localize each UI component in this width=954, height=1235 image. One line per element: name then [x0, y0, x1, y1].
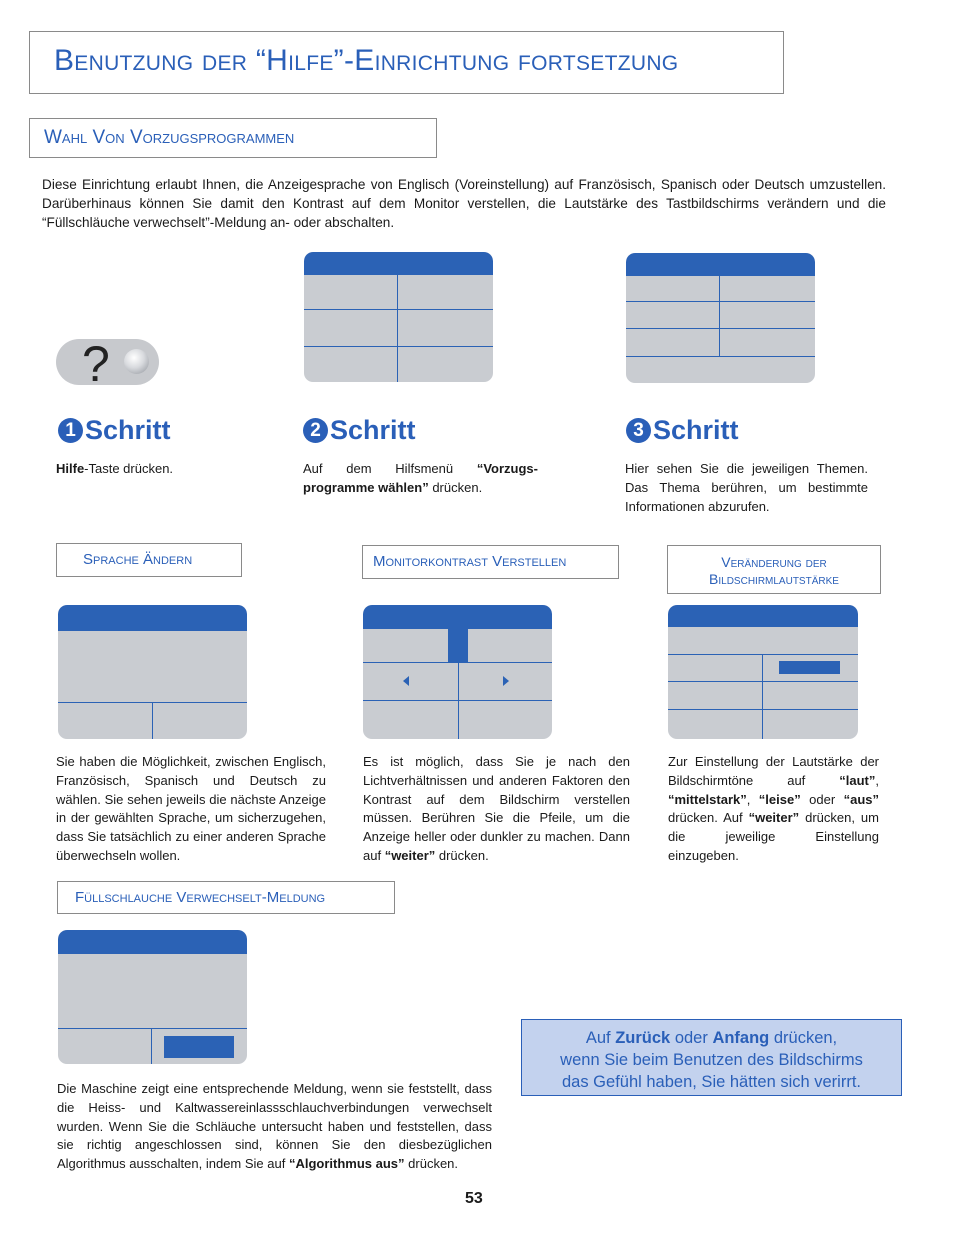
step-1-bold: Hilfe [56, 461, 85, 476]
volume-selected-bar [779, 661, 840, 674]
fuellschlauch-text-pre: Die Maschine zeigt eine entsprechende Meldung, wenn sie feststellt, dass die Heiss- und Kaltwassereinlassschlauchverbindungen verwechselt wurden. Wenn Sie die Schläuche untersucht haben und feststellen, dass sie richtig angeschlossen sind, können Sie den diesbezüglichen Algorithmus ausschalten, indem Sie auf [57, 1081, 492, 1172]
lautstaerke-b1: “laut” [839, 772, 876, 788]
section-heading-box [29, 118, 437, 158]
note-line2: wenn Sie beim Benutzen des Bildschirms [560, 1051, 863, 1069]
kontrast-text-bold: “weiter” [384, 847, 436, 863]
round-button-icon [124, 349, 149, 374]
screen-step3 [626, 253, 815, 383]
step-2-heading [303, 415, 416, 446]
screen-step2 [304, 252, 493, 382]
arrow-left-icon [403, 676, 409, 686]
step-2-rest: drücken. [428, 479, 483, 495]
screen-lautstaerke [668, 605, 858, 739]
screen-kontrast [363, 605, 552, 739]
arrow-right-icon [503, 676, 509, 686]
lautstaerke-b4: “aus” [843, 791, 879, 807]
step-2-number: 2 [303, 418, 328, 443]
fuellschlauch-text-bold: “Algorithmus aus” [288, 1156, 405, 1172]
fuellschlauch-text [57, 1080, 492, 1174]
contrast-slider-handle [448, 629, 467, 662]
lautstaerke-text [668, 753, 879, 866]
lautstaerke-t2: , [875, 772, 879, 788]
algorithm-off-button-indicator [164, 1036, 234, 1058]
step-1-rest: -Taste drücken. [84, 461, 174, 476]
step-2-text [303, 460, 538, 498]
step-3-heading [626, 415, 739, 446]
kontrast-heading: Monitorkontrast Verstellen [373, 553, 567, 570]
step-1-label: Schritt [85, 415, 171, 445]
fuellschlauch-text-rest: drücken. [404, 1156, 459, 1172]
page-title-box [29, 31, 784, 94]
lautstaerke-heading-line2: Bildschirmlautstärke [709, 571, 839, 587]
lautstaerke-b3: “leise” [758, 791, 801, 807]
screen-fuellschlauch [58, 930, 247, 1064]
step-2-pre: Auf dem Hilfsmenü [303, 461, 477, 476]
note-t3: drücken, [769, 1029, 838, 1047]
note-t2: oder [670, 1029, 713, 1047]
sprache-heading: Sprache Ändern [83, 551, 193, 568]
section-heading: Wahl Von Vorzugsprogrammen [44, 127, 295, 148]
step-1-heading [58, 415, 171, 446]
screen-sprache [58, 605, 247, 739]
lautstaerke-b2: “mittelstark” [668, 791, 747, 807]
fuellschlauch-heading-box [57, 881, 395, 914]
step-1-text [56, 460, 256, 479]
lautstaerke-heading-line1: Veränderung der [721, 554, 827, 570]
step-2-bold: “Vorzugs-programme wählen” [303, 461, 538, 495]
lautstaerke-t6: drücken, um die jeweilige Einstellung einzugeben. [668, 810, 879, 863]
note-back-term: Zurück [615, 1029, 671, 1047]
fuellschlauch-heading: Füllschlauche Verwechselt-Meldung [75, 889, 326, 906]
page-title: Benutzung der “Hilfe”-Einrichtung fortsetzung [54, 44, 679, 77]
note-t1: Auf [585, 1029, 616, 1047]
sprache-heading-box [56, 543, 242, 577]
kontrast-text-rest: drücken. [435, 847, 489, 863]
kontrast-text [363, 753, 630, 866]
lautstaerke-t1: Zur Einstellung der Lautstärke der Bildschirmtöne auf [668, 754, 879, 788]
lautstaerke-t5: drücken. Auf [668, 810, 749, 826]
step-3-number: 3 [626, 418, 651, 443]
note-line1 [522, 1027, 901, 1049]
lautstaerke-heading-box [667, 545, 881, 594]
note-home-term: Anfang [712, 1029, 770, 1047]
lautstaerke-b5: “weiter” [748, 810, 800, 826]
step-3-label: Schritt [653, 415, 739, 445]
question-mark-icon: ? [82, 336, 110, 392]
kontrast-heading-box [362, 545, 619, 579]
lautstaerke-t4: oder [800, 791, 844, 807]
sprache-text: Sie haben die Möglichkeit, zwischen Englisch, Französisch, Spanisch und Deutsch zu wählen. Sie sehen jeweils die nächste Anzeige in der gewählten Sprache, um sicherzugehen, dass Sie tatsächlich zu einer anderen Sprache überwechseln wollen. [56, 754, 326, 863]
intro-paragraph: Diese Einrichtung erlaubt Ihnen, die Anzeigesprache von Englisch (Voreinstellung) auf Französisch, Spanisch oder Deutsch umzustellen. Darüberhinaus können Sie damit den Kontrast auf dem Monitor verstellen, die Lautstärke des Tastbildschirms verändern und die “Füllschläuche verwechselt”-Meldung an- oder abschalten. [42, 177, 886, 230]
step-1-number: 1 [58, 418, 83, 443]
step-3-text: Hier sehen Sie die jeweiligen Themen. Das Thema berühren, um bestimmte Informationen abzurufen. [625, 461, 868, 514]
note-box [521, 1019, 902, 1096]
note-line3: das Gefühl haben, Sie hätten sich verirrt. [562, 1073, 861, 1091]
kontrast-text-pre: Es ist möglich, dass Sie je nach den Lichtverhältnissen und anderen Faktoren den Kontrast auf dem Bildschirm verstellen müssen. Berühren Sie die Pfeile, um die Anzeige heller oder dunkler zu machen. Dann auf [363, 754, 630, 863]
lautstaerke-t3: , [746, 791, 759, 807]
step-2-label: Schritt [330, 415, 416, 445]
help-button-illustration [56, 336, 159, 392]
page-number: 53 [465, 1190, 483, 1207]
